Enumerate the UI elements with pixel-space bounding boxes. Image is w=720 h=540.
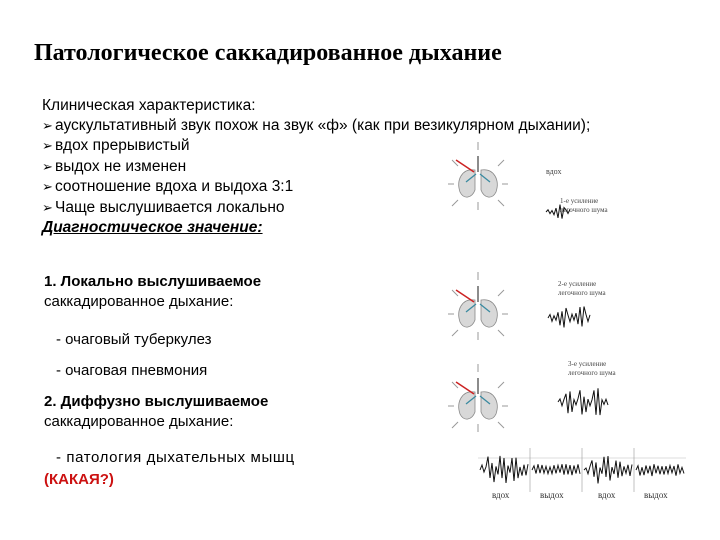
lungs-diagram-3	[448, 364, 508, 432]
label-stage-3-line-2: легочного шума	[568, 369, 616, 377]
lungs-diagram-1	[448, 142, 508, 210]
clinical-item-1: ➢ аускультативный звук похож на звук «ф» (как при везикулярном дыхании);	[42, 116, 602, 137]
clinical-item-3: ➢ выдох не изменен	[42, 157, 602, 178]
diffuse-item-muscles: - патология дыхательных мышц	[56, 449, 295, 466]
local-prefix: 1. Локально выслушиваемое	[44, 273, 262, 290]
saccadic-breathing-figure	[418, 140, 718, 530]
arrow-bullet-icon: ➢	[42, 180, 53, 195]
label-vdoh: вдох	[546, 167, 562, 176]
bottom-label-3: вдох	[598, 490, 616, 500]
clinical-heading: Клиническая характеристика:	[42, 97, 256, 114]
label-stage-1-line-1: 1-е усиление	[560, 197, 599, 205]
waveform-stage-3	[558, 388, 608, 415]
arrow-bullet-icon: ➢	[42, 139, 53, 154]
label-stage-1-line-2: легочного шума	[560, 206, 608, 214]
diffuse-suffix: саккадированное дыхание:	[44, 413, 234, 430]
clinical-item-2: ➢ вдох прерывистый	[42, 136, 602, 157]
arrow-bullet-icon: ➢	[42, 118, 53, 134]
arrow-bullet-icon: ➢	[42, 200, 53, 216]
lungs-diagram-2	[448, 272, 508, 340]
diffuse-prefix: 2. Диффузно выслушиваемое	[44, 393, 269, 410]
bottom-label-4: выдох	[644, 490, 668, 500]
diagnostic-heading: Диагностическое значение:	[42, 219, 263, 236]
label-stage-3-line-1: 3-е усиление	[568, 360, 607, 368]
bottom-label-2: выдох	[540, 490, 564, 500]
diffuse-section	[44, 392, 268, 432]
local-item-tb: - очаговый туберкулез	[56, 331, 212, 348]
waveform-stage-2	[548, 307, 590, 328]
question-text: (КАКАЯ?)	[44, 471, 114, 488]
label-stage-2-line-2: легочного шума	[558, 289, 606, 297]
slide-title: Патологическое саккадированное дыхание	[34, 40, 502, 66]
clinical-item-5: ➢ Чаще выслушивается локально	[42, 198, 602, 219]
local-item-pneumonia: - очаговая пневмония	[56, 362, 208, 379]
local-section	[44, 272, 261, 312]
clinical-item-4: ➢ соотношение вдоха и выдоха 3:1	[42, 177, 602, 198]
local-suffix: саккадированное дыхание:	[44, 293, 234, 310]
label-stage-2-line-1: 2-е усиление	[558, 280, 597, 288]
arrow-bullet-icon: ➢	[42, 159, 53, 175]
bottom-label-1: вдох	[492, 490, 510, 500]
